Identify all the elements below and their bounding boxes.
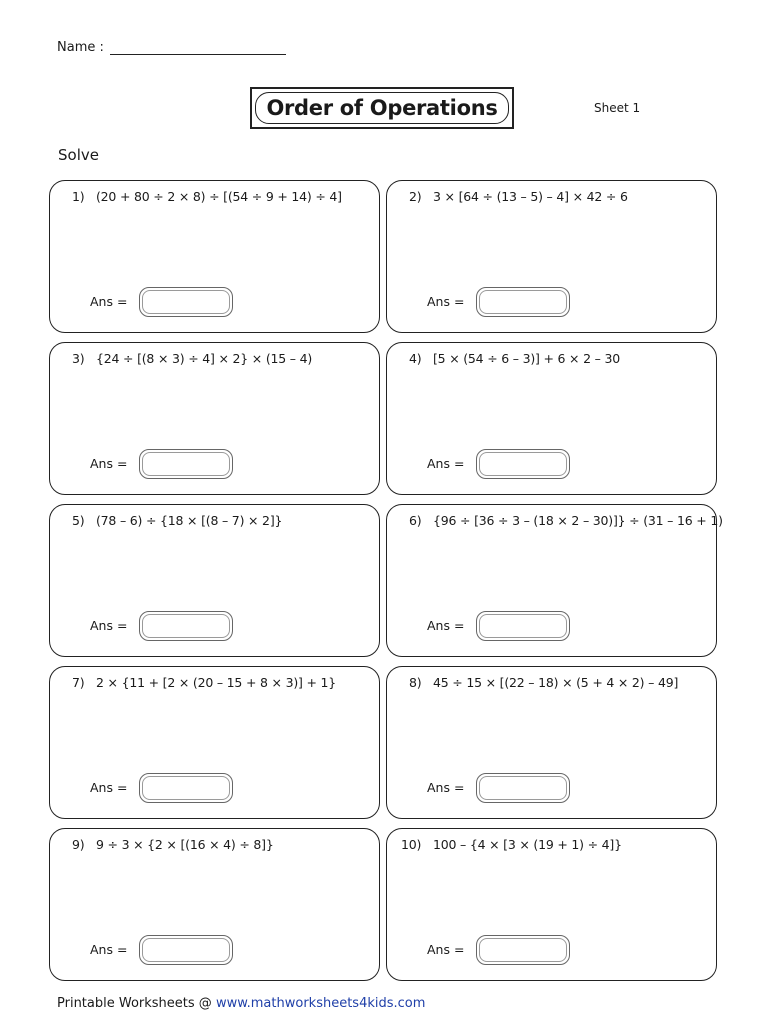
answer-label: Ans = <box>427 618 465 633</box>
answer-box-inner <box>142 938 230 962</box>
answer-label: Ans = <box>90 456 128 471</box>
problem-card <box>49 342 380 495</box>
problem-expression: [5 × (54 ÷ 6 – 3)] + 6 × 2 – 30 <box>433 351 620 366</box>
answer-label: Ans = <box>90 618 128 633</box>
problem-text <box>409 675 678 690</box>
answer-box[interactable] <box>139 773 233 803</box>
footer-prefix: Printable Worksheets @ <box>57 996 216 1011</box>
problem-number: 3) <box>72 351 85 366</box>
name-label: Name : <box>57 40 104 55</box>
problem-card <box>49 504 380 657</box>
problem-number: 9) <box>72 837 85 852</box>
problem-expression: 3 × [64 ÷ (13 – 5) – 4] × 42 ÷ 6 <box>433 189 628 204</box>
sheet-label: Sheet 1 <box>594 101 641 115</box>
answer-label: Ans = <box>90 780 128 795</box>
problem-card <box>386 180 717 333</box>
answer-box[interactable] <box>139 449 233 479</box>
answer-box[interactable] <box>476 287 570 317</box>
problem-text <box>401 837 622 852</box>
answer-label: Ans = <box>427 456 465 471</box>
problem-card <box>386 342 717 495</box>
answer-box[interactable] <box>476 611 570 641</box>
answer-box[interactable] <box>139 611 233 641</box>
answer-label: Ans = <box>90 942 128 957</box>
problem-card <box>386 666 717 819</box>
problem-number: 1) <box>72 189 85 204</box>
footer-link[interactable]: www.mathworksheets4kids.com <box>215 996 426 1011</box>
problem-text <box>409 513 723 528</box>
answer-box[interactable] <box>476 935 570 965</box>
problem-card <box>386 828 717 981</box>
footer <box>57 996 425 1011</box>
problem-text <box>72 189 342 204</box>
problem-expression: {96 ÷ [36 ÷ 3 – (18 × 2 – 30)]} ÷ (31 – 16 + 1) <box>433 513 723 528</box>
answer-box-inner <box>479 938 567 962</box>
name-field[interactable] <box>110 38 286 55</box>
answer-label: Ans = <box>427 942 465 957</box>
problem-text <box>409 351 620 366</box>
problem-card <box>386 504 723 657</box>
answer-box-inner <box>479 290 567 314</box>
problem-text <box>72 513 282 528</box>
answer-label: Ans = <box>427 294 465 309</box>
problem-number: 6) <box>409 513 422 528</box>
problem-expression: {24 ÷ [(8 × 3) ÷ 4] × 2} × (15 – 4) <box>96 351 313 366</box>
answer-box[interactable] <box>476 773 570 803</box>
answer-box-inner <box>142 776 230 800</box>
problem-expression: 2 × {11 + [2 × (20 – 15 + 8 × 3)] + 1} <box>96 675 337 690</box>
answer-box-inner <box>142 290 230 314</box>
problem-card <box>49 180 380 333</box>
problem-expression: (78 – 6) ÷ {18 × [(8 – 7) × 2]} <box>96 513 283 528</box>
problem-number: 8) <box>409 675 422 690</box>
problem-number: 4) <box>409 351 422 366</box>
answer-box-inner <box>142 452 230 476</box>
answer-box[interactable] <box>476 449 570 479</box>
problem-number: 7) <box>72 675 85 690</box>
answer-box-inner <box>479 452 567 476</box>
problem-text <box>72 675 336 690</box>
answer-box[interactable] <box>139 935 233 965</box>
problem-card <box>49 828 380 981</box>
answer-box[interactable] <box>139 287 233 317</box>
title-frame <box>250 87 514 129</box>
problem-card <box>49 666 380 819</box>
problem-expression: 100 – {4 × [3 × (19 + 1) ÷ 4]} <box>433 837 622 852</box>
answer-box-inner <box>142 614 230 638</box>
page-title: Order of Operations <box>255 92 509 124</box>
problem-expression: 9 ÷ 3 × {2 × [(16 × 4) ÷ 8]} <box>96 837 274 852</box>
problem-expression: (20 + 80 ÷ 2 × 8) ÷ [(54 ÷ 9 + 14) ÷ 4] <box>96 189 342 204</box>
instruction-label: Solve <box>58 146 99 164</box>
problem-number: 5) <box>72 513 85 528</box>
problem-number: 10) <box>401 837 422 852</box>
answer-box-inner <box>479 614 567 638</box>
problem-text <box>72 351 312 366</box>
name-row <box>57 38 286 55</box>
answer-label: Ans = <box>90 294 128 309</box>
problem-number: 2) <box>409 189 422 204</box>
problem-text <box>409 189 628 204</box>
problem-expression: 45 ÷ 15 × [(22 – 18) × (5 + 4 × 2) – 49] <box>433 675 679 690</box>
answer-box-inner <box>479 776 567 800</box>
answer-label: Ans = <box>427 780 465 795</box>
problem-text <box>72 837 274 852</box>
